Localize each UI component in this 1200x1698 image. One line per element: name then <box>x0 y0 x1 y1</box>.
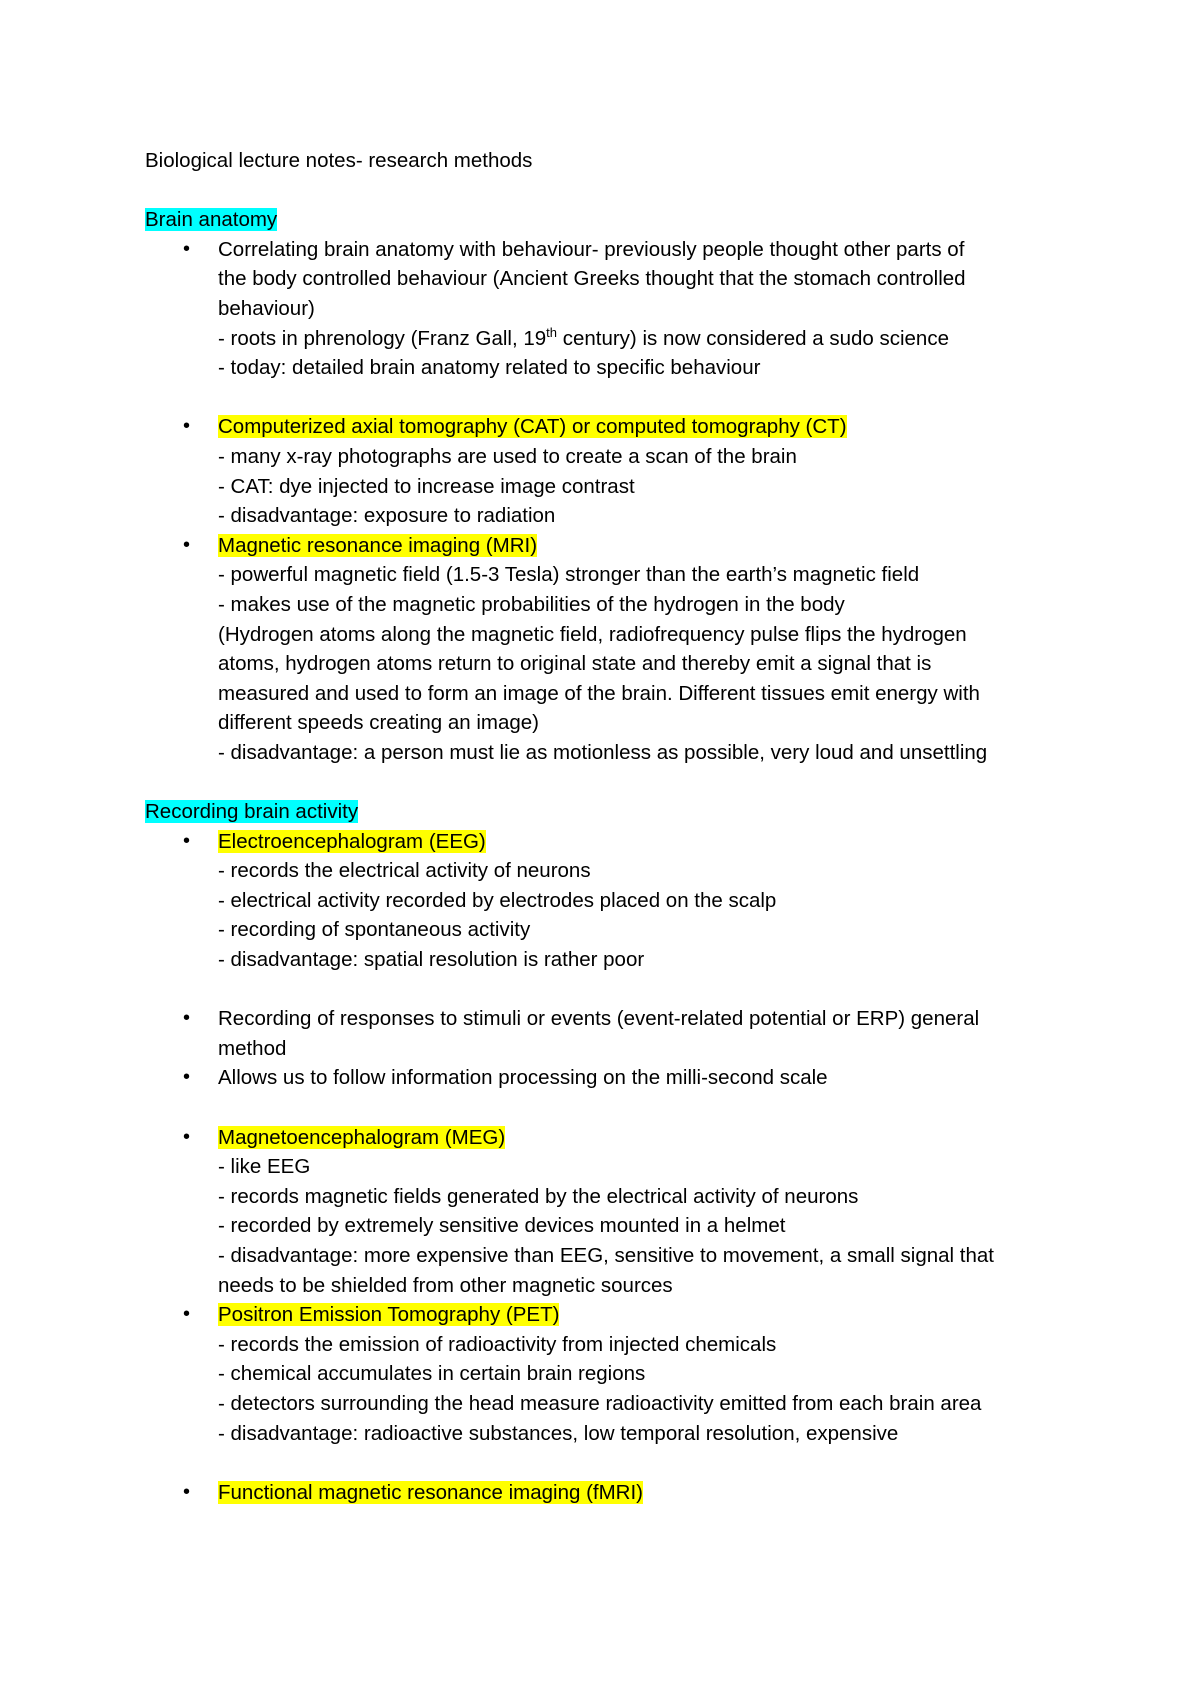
text-line: - disadvantage: a person must lie as motionless as possible, very loud and unsettling <box>218 740 988 764</box>
text-line: behaviour) <box>218 296 315 320</box>
bullet-icon: • <box>183 1066 191 1089</box>
bullet-icon: • <box>183 1125 191 1148</box>
phrenology-line: - roots in phrenology (Franz Gall, 19th century) is now considered a sudo science <box>218 324 949 350</box>
text-line: (Hydrogen atoms along the magnetic field, radiofrequency pulse flips the hydrogen <box>218 622 967 646</box>
section-heading-recording: Recording brain activity <box>145 800 359 824</box>
text-line: - chemical accumulates in certain brain regions <box>218 1362 646 1386</box>
bullet-icon: • <box>183 1480 191 1503</box>
text-line: - disadvantage: radioactive substances, low temporal resolution, expensive <box>218 1421 899 1445</box>
text-line: - recorded by extremely sensitive devices mounted in a helmet <box>218 1214 786 1238</box>
item-label-meg: Magnetoencephalogram (MEG) <box>218 1125 506 1149</box>
item-label-ct: Computerized axial tomography (CAT) or computed tomography (CT) <box>218 415 847 439</box>
text-line: Correlating brain anatomy with behaviour- previously people thought other parts of <box>218 237 965 261</box>
text-line: method <box>218 1036 287 1060</box>
item-label-fmri: Functional magnetic resonance imaging (fMRI) <box>218 1480 643 1504</box>
list-item-ct <box>145 412 1085 530</box>
list-item-correlating <box>145 235 1085 383</box>
text-line: - makes use of the magnetic probabilities of the hydrogen in the body <box>218 592 845 616</box>
bullet-icon: • <box>183 829 191 852</box>
section-heading-brain-anatomy: Brain anatomy <box>145 208 278 232</box>
bullet-icon: • <box>183 1303 191 1326</box>
text-line: - powerful magnetic field (1.5-3 Tesla) stronger than the earth’s magnetic field <box>218 563 920 587</box>
list-item-eeg <box>145 827 1085 975</box>
text-line: Allows us to follow information processing on the milli-second scale <box>218 1066 828 1090</box>
text-line: - records the electrical activity of neurons <box>218 859 591 883</box>
bullet-icon: • <box>183 1007 191 1030</box>
item-label-pet: Positron Emission Tomography (PET) <box>218 1303 560 1327</box>
text-line: measured and used to form an image of the brain. Different tissues emit energy with <box>218 681 980 705</box>
text-line: - disadvantage: spatial resolution is rather poor <box>218 948 645 972</box>
item-label-eeg: Electroencephalogram (EEG) <box>218 829 486 853</box>
text-line: - many x-ray photographs are used to create a scan of the brain <box>218 444 797 468</box>
text-line: different speeds creating an image) <box>218 711 539 735</box>
text-line: - electrical activity recorded by electrodes placed on the scalp <box>218 888 777 912</box>
text-line: - disadvantage: exposure to radiation <box>218 504 556 528</box>
item-label-mri: Magnetic resonance imaging (MRI) <box>218 533 538 557</box>
text-line: - today: detailed brain anatomy related to specific behaviour <box>218 356 761 380</box>
text-line: - records magnetic fields generated by the electrical activity of neurons <box>218 1184 859 1208</box>
list-item-milli <box>145 1063 1085 1093</box>
list-item-meg <box>145 1123 1085 1301</box>
text-line: the body controlled behaviour (Ancient Greeks thought that the stomach controlled <box>218 267 966 291</box>
bullet-icon: • <box>183 415 191 438</box>
text-line: needs to be shielded from other magnetic sources <box>218 1273 673 1297</box>
text-line: - records the emission of radioactivity from injected chemicals <box>218 1332 777 1356</box>
bullet-icon: • <box>183 533 191 556</box>
text-line: - disadvantage: more expensive than EEG, sensitive to movement, a small signal that <box>218 1243 994 1267</box>
text-line: atoms, hydrogen atoms return to original state and thereby emit a signal that is <box>218 652 932 676</box>
text-line: - recording of spontaneous activity <box>218 918 531 942</box>
text-line: - detectors surrounding the head measure radioactivity emitted from each brain area <box>218 1391 982 1415</box>
list-item-mri <box>145 531 1085 768</box>
bullet-icon: • <box>183 237 191 260</box>
document-body <box>145 146 1085 1507</box>
document-title: Biological lecture notes- research methods <box>145 149 533 172</box>
text-line: - CAT: dye injected to increase image contrast <box>218 474 635 498</box>
list-item-fmri <box>145 1478 1085 1508</box>
list-item-pet <box>145 1300 1085 1448</box>
list-item-erp <box>145 1004 1085 1063</box>
text-line: - like EEG <box>218 1155 311 1179</box>
text-line: Recording of responses to stimuli or events (event-related potential or ERP) general <box>218 1007 980 1031</box>
